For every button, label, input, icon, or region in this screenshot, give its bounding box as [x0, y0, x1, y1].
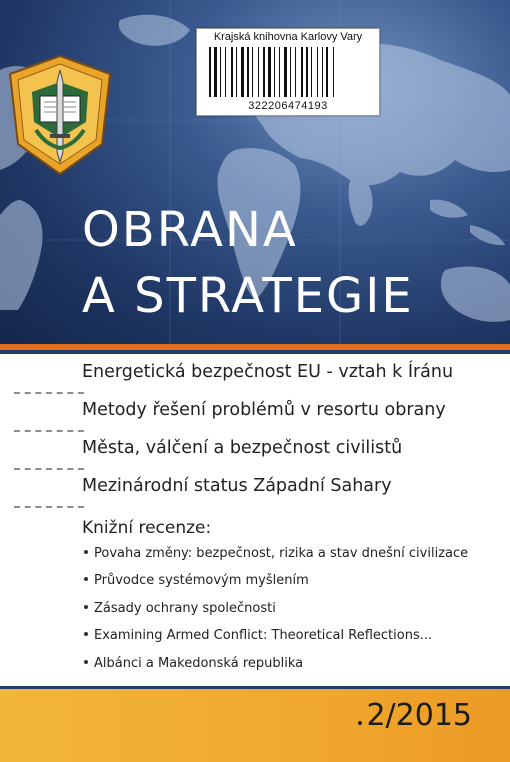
barcode-icon: [207, 47, 369, 97]
barcode-bar: [209, 47, 211, 97]
barcode-bar: [231, 47, 233, 97]
barcode-bar: [214, 47, 217, 97]
barcode-bar: [220, 47, 221, 97]
journal-title-line-1: OBRANA: [82, 202, 298, 258]
accent-stripe-blue: [0, 350, 510, 354]
divider-dash: [14, 468, 84, 470]
barcode-bar: [241, 47, 244, 97]
divider-dash: [14, 430, 84, 432]
article-title: Energetická bezpečnost EU - vztah k Íránu: [82, 362, 454, 382]
review-item: [84, 601, 276, 616]
article-title: Metody řešení problémů v resortu obrany: [82, 400, 446, 420]
barcode-bar: [279, 47, 280, 97]
review-title: Průvodce systémovým myšlením: [94, 573, 309, 588]
issue-number: [358, 698, 472, 733]
review-title: Examining Armed Conflict: Theoretical Reflections...: [94, 628, 433, 643]
barcode-bar: [322, 47, 323, 97]
divider-dash: [14, 392, 84, 394]
issue-label: 2/2015: [366, 698, 472, 733]
barcode-bar: [274, 47, 275, 97]
barcode-bar: [301, 47, 303, 97]
barcode-bar: [306, 47, 308, 97]
barcode-bar: [225, 47, 226, 97]
book-reviews-heading: Knižní recenze:: [82, 518, 212, 538]
library-name: Krajská knihovna Karlovy Vary: [213, 31, 363, 43]
divider-dash: [14, 506, 84, 508]
review-item: [84, 656, 303, 671]
barcode-bar: [295, 47, 296, 97]
barcode-bar: [284, 47, 287, 97]
issue-dot-icon: [358, 721, 362, 725]
barcode-bar: [247, 47, 249, 97]
barcode-bar: [258, 47, 259, 97]
barcode-bar: [263, 47, 265, 97]
barcode-bar: [333, 47, 334, 97]
article-title: Mezinárodní status Západní Sahary: [82, 476, 392, 496]
bullet-icon: [84, 550, 88, 554]
bullet-icon: [84, 660, 88, 664]
barcode-bar: [317, 47, 318, 97]
bullet-icon: [84, 605, 88, 609]
review-title: Albánci a Makedonská republika: [94, 656, 304, 671]
barcode-bar: [236, 47, 237, 97]
barcode-bar: [252, 47, 253, 97]
review-item: [84, 573, 309, 588]
review-item: [84, 546, 468, 561]
review-title: Zásady ochrany společnosti: [94, 601, 276, 616]
review-item: [84, 628, 432, 643]
bottom-accent-line: [0, 686, 510, 689]
review-title: Povaha změny: bezpečnost, rizika a stav dnešní civilizace: [94, 546, 469, 561]
barcode-bar: [268, 47, 271, 97]
barcode-bar: [326, 47, 328, 97]
barcode-bar: [290, 47, 291, 97]
barcode-bar: [311, 47, 312, 97]
journal-title-line-2: A STRATEGIE: [82, 268, 414, 324]
barcode-number: 322206474193: [248, 100, 328, 112]
library-sticker: [196, 28, 380, 116]
bullet-icon: [84, 577, 88, 581]
defense-emblem-icon: [6, 52, 114, 178]
article-title: Města, válčení a bezpečnost civilistů: [82, 438, 403, 458]
bullet-icon: [84, 632, 88, 636]
